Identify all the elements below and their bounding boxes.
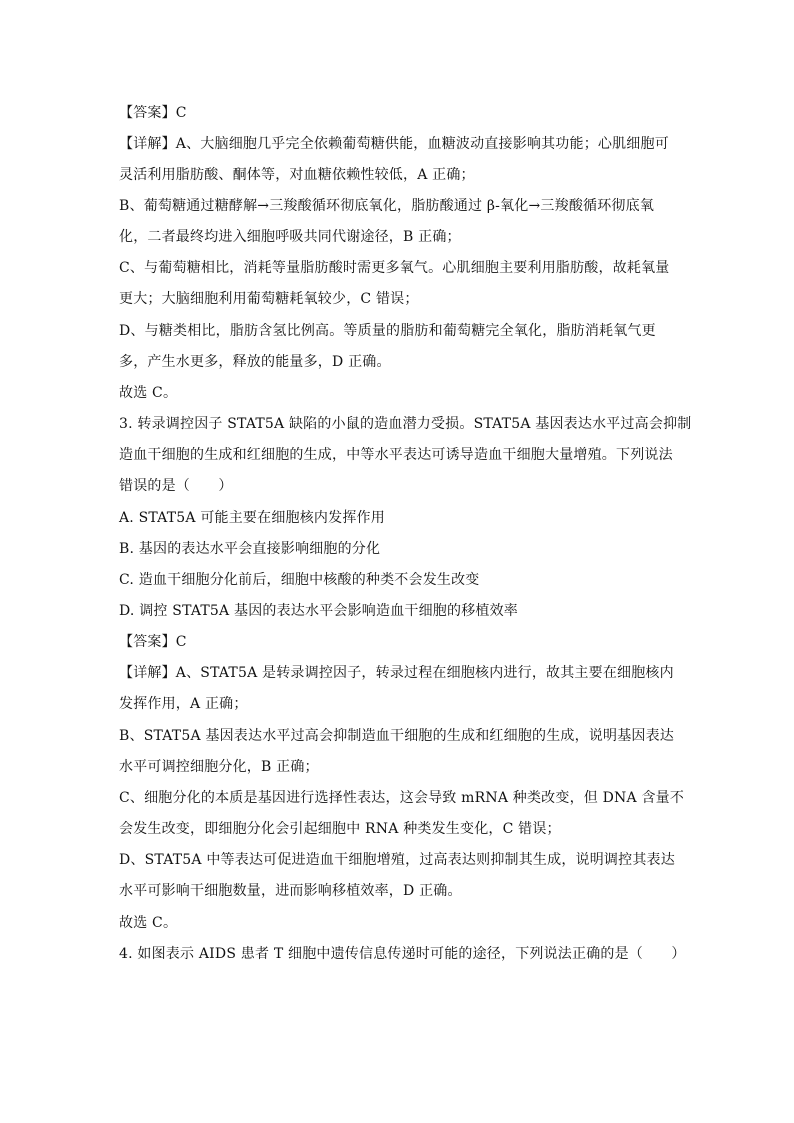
answer-label-q3: 【答案】C [119, 634, 187, 650]
option-b: B. 基因的表达水平会直接影响细胞的分化 [119, 541, 381, 557]
option-c: C. 造血干细胞分化前后，细胞中核酸的种类不会发生改变 [119, 572, 480, 588]
explanation-line: 更大；大脑细胞利用葡萄糖耗氧较少，C 错误； [119, 291, 419, 307]
explanation-line: C、细胞分化的本质是基因进行选择性表达，这会导致 mRNA 种类改变，但 DNA 含量不 [119, 790, 685, 806]
explanation-line: 【详解】A、大脑细胞几乎完全依赖葡萄糖供能，血糖波动直接影响其功能；心肌细胞可 [119, 136, 669, 152]
explanation-line: D、STAT5A 中等表达可促进造血干细胞增殖，过高表达则抑制其生成，说明调控其表达 [119, 852, 675, 868]
answer-label-q2: 【答案】C [119, 105, 187, 121]
explanation-line: 【详解】A、STAT5A 是转录调控因子，转录过程在细胞核内进行，故其主要在细胞核内 [119, 665, 674, 681]
explanation-line: 会发生改变，即细胞分化会引起细胞中 RNA 种类发生变化，C 错误； [119, 821, 561, 837]
question-3-stem: 造血干细胞的生成和红细胞的生成，中等水平表达可诱导造血干细胞大量增殖。下列说法 [119, 447, 673, 463]
explanation-line: D、与糖类相比，脂肪含氢比例高。等质量的脂肪和葡萄糖完全氧化，脂肪消耗氧气更 [119, 323, 656, 339]
conclusion-line: 故选 C。 [119, 915, 178, 931]
explanation-line: 水平可调控细胞分化，B 正确； [119, 759, 319, 775]
explanation-line: 灵活利用脂肪酸、酮体等，对血糖依赖性较低，A 正确； [119, 167, 475, 183]
explanation-line: B、葡萄糖通过糖酵解→三羧酸循环彻底氧化，脂肪酸通过 β-氧化→三羧酸循环彻底氧 [119, 198, 655, 214]
explanation-line: C、与葡萄糖相比，消耗等量脂肪酸时需更多氧气。心肌细胞主要利用脂肪酸，故耗氧量 [119, 260, 670, 276]
explanation-line: 化，二者最终均进入细胞呼吸共同代谢途径，B 正确； [119, 229, 461, 245]
explanation-line: 水平可影响干细胞数量，进而影响移植效率，D 正确。 [119, 883, 462, 899]
conclusion-line: 故选 C。 [119, 385, 178, 401]
explanation-line: 多，产生水更多，释放的能量多，D 正确。 [119, 354, 391, 370]
option-a: A. STAT5A 可能主要在细胞核内发挥作用 [119, 510, 385, 526]
question-3-stem: 3. 转录调控因子 STAT5A 缺陷的小鼠的造血潜力受损。STAT5A 基因表达水平过高会抑制 [119, 416, 692, 432]
option-d: D. 调控 STAT5A 基因的表达水平会影响造血干细胞的移植效率 [119, 603, 518, 619]
question-3-stem: 错误的是（ ） [119, 478, 233, 494]
question-4-stem: 4. 如图表示 AIDS 患者 T 细胞中遗传信息传递时可能的途径，下列说法正确的是（ ） [119, 946, 686, 962]
explanation-line: B、STAT5A 基因表达水平过高会抑制造血干细胞的生成和红细胞的生成，说明基因表达 [119, 728, 674, 744]
explanation-line: 发挥作用，A 正确； [119, 696, 248, 712]
